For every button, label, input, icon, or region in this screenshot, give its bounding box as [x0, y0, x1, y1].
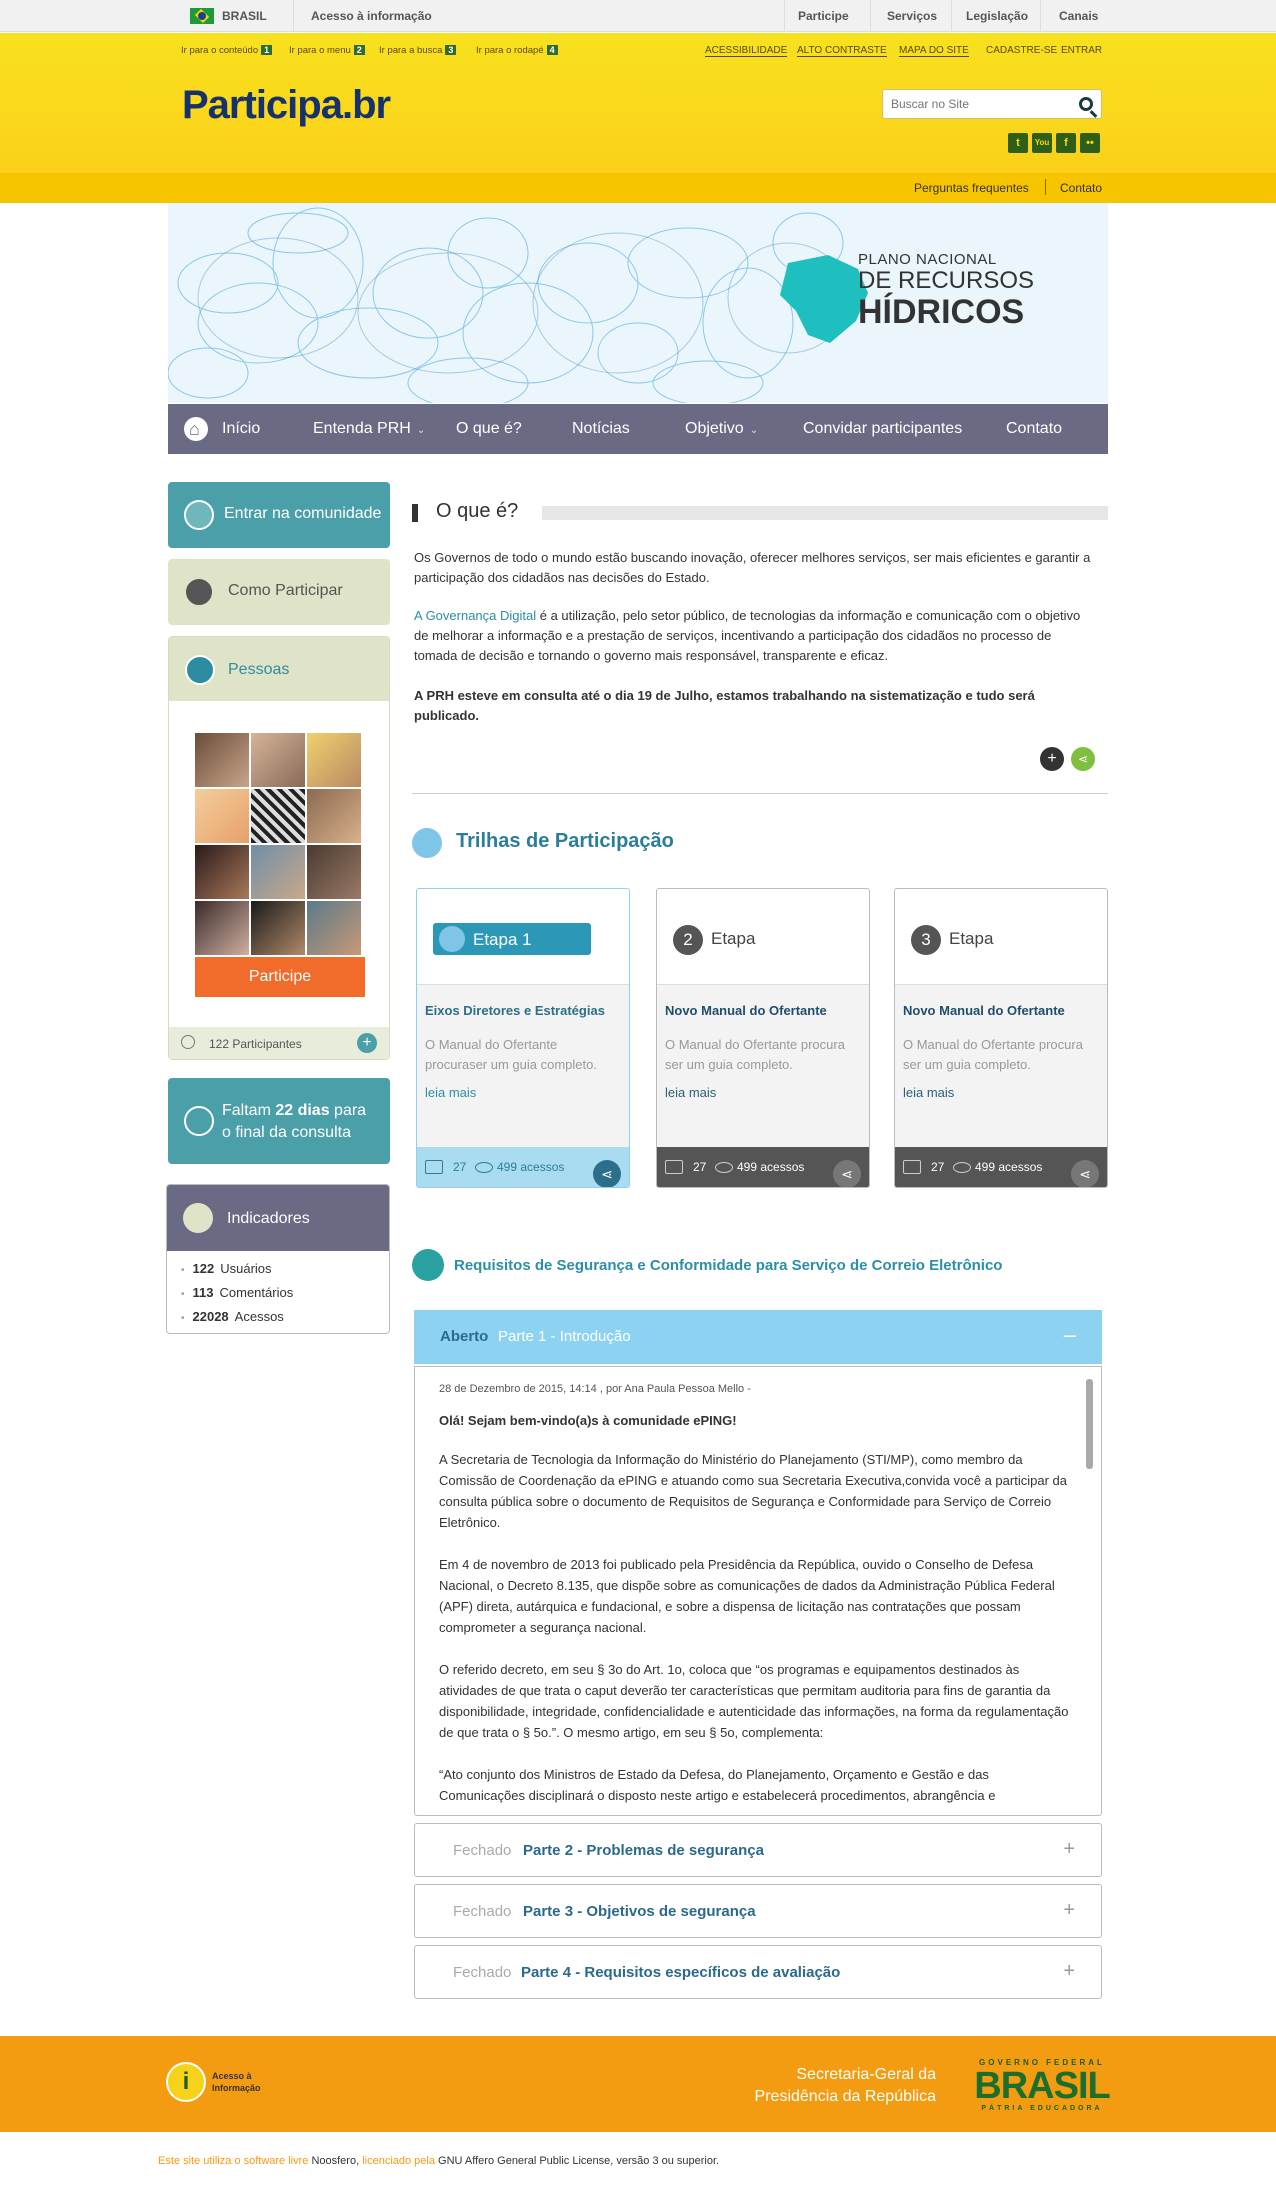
license-link[interactable]: licenciado pela [362, 2155, 435, 2167]
comment-icon [425, 1160, 443, 1174]
brasil-link[interactable]: BRASIL [222, 9, 267, 23]
pessoas-panel [168, 636, 390, 1060]
avatar[interactable] [195, 901, 249, 955]
comment-icon [665, 1160, 683, 1174]
stat-acessos: • 22028 Acessos [181, 1309, 389, 1333]
calendar-icon [184, 1106, 214, 1136]
search-input[interactable] [891, 90, 1071, 118]
avatar[interactable] [195, 845, 249, 899]
gov-bar [0, 0, 1276, 32]
skip-link-search[interactable]: Ir para a busca 3 [379, 45, 456, 56]
trail-card-3[interactable] [894, 888, 1108, 1188]
intro-paragraph: Os Governos de todo o mundo estão buscando inovação, oferecer melhores serviços, ser mais eficientes e garantir a participação dos cidadãos nas decisões do Estado. [414, 550, 1091, 585]
nav-item-objetivo[interactable]: Objetivo ⌄ [685, 420, 759, 437]
login-icon [184, 500, 214, 530]
avatar[interactable] [251, 733, 305, 787]
search-icon[interactable] [1079, 97, 1093, 111]
trail-card-1[interactable] [416, 888, 630, 1188]
section-title: Parte 4 - Requisitos específicos de avaliação [521, 1964, 841, 1981]
share-icon[interactable]: ⋖ [1071, 747, 1095, 771]
acesso-informacao-text: Acesso à Informação [212, 2071, 261, 2093]
etapa-pill: Etapa 1 [433, 923, 591, 955]
countdown-box [168, 1078, 390, 1164]
youtube-icon[interactable]: You [1032, 133, 1052, 153]
status-label: Fechado [453, 1903, 512, 1920]
cadastre-se-link[interactable]: CADASTRE-SE [986, 45, 1058, 56]
banner [168, 203, 1108, 403]
status-label: Aberto [440, 1328, 489, 1345]
card-top [417, 889, 629, 985]
indicadores-header: Indicadores [167, 1185, 389, 1251]
status-paragraph: A PRH esteve em consulta até o dia 19 de Julho, estamos trabalhando na sistematização e tudo será publicado. [414, 688, 1035, 723]
card-desc: O Manual do Ofertante procuraser um guia completo. [425, 1037, 597, 1072]
eye-icon [953, 1162, 971, 1173]
section-heading [412, 500, 1108, 526]
nav-item-noticias[interactable]: Notícias [572, 420, 630, 437]
card-desc: O Manual do Ofertante procura ser um guia completo. [903, 1037, 1083, 1072]
eye-icon [475, 1162, 493, 1173]
acesso-informacao-link[interactable]: Acesso à informação [311, 9, 432, 23]
banner-title: PLANO NACIONAL DE RECURSOS HÍDRICOS [858, 251, 1035, 331]
governanca-paragraph: A Governança Digital é a utilização, pelo setor público, de tecnologias da informação e comunicação com o objetivo de melhorar a informação e a prestação de serviços, incentivando a participação dos cidadãos no processo de tomada de decisão e tornando o governo mais responsável, transparente e eficaz. [414, 608, 1081, 663]
avatar[interactable] [251, 845, 305, 899]
hands-icon [439, 926, 465, 952]
skip-link-content[interactable]: Ir para o conteúdo 1 [181, 45, 272, 56]
search-box [882, 89, 1102, 119]
countdown-text: Faltam 22 dias para o final da consulta [222, 1102, 367, 1141]
flickr-icon[interactable]: •• [1080, 133, 1100, 153]
divider [412, 793, 1108, 794]
stat-comentarios: • 113 Comentários [181, 1285, 389, 1309]
govbar-link-servicos[interactable]: Serviços [887, 9, 938, 23]
add-icon[interactable]: + [357, 1033, 377, 1053]
content-paragraph: A Secretaria de Tecnologia da Informação do Ministério do Planejamento (STI/MP), como membro da Comissão de Coordenação da ePING e atuando como sua Secretaria Executiva,convida você a participar da consulta pública sobre o documento de Requisitos de Segurança e Conformidade para Serviço de Correio Eletrônico. [439, 1452, 1067, 1530]
heading-rule [542, 506, 1108, 520]
twitter-icon[interactable]: t [1008, 133, 1028, 153]
etapa-label: Etapa [711, 929, 756, 948]
card-title: Novo Manual do Ofertante [903, 1003, 1065, 1018]
user-icon [181, 1035, 195, 1049]
accordion-header-parte-2[interactable] [414, 1823, 1102, 1877]
site-footer [0, 2036, 1276, 2132]
divider [784, 0, 785, 32]
content-paragraph: “Ato conjunto dos Ministros de Estado da Defesa, do Planejamento, Orçamento e Gestão e das Comunicações disciplinará o disposto neste artigo e estabelecerá procedimentos, abrangência e [439, 1767, 996, 1803]
etapa-label: Etapa [949, 929, 994, 948]
divider [1045, 179, 1046, 195]
eye-icon [715, 1162, 733, 1173]
accordion-body-parte-1 [414, 1366, 1102, 1816]
accordion-header-parte-4[interactable] [414, 1945, 1102, 1999]
leia-mais-link[interactable]: leia mais [665, 1085, 717, 1100]
expand-icon[interactable]: + [1063, 1838, 1075, 1860]
skip-link-menu[interactable]: Ir para o menu 2 [289, 45, 365, 56]
divider [951, 0, 952, 32]
entrar-link[interactable]: ENTRAR [1061, 45, 1103, 56]
post-meta: 28 de Dezembro de 2015, 14:14 , por Ana Paula Pessoa Mello - [439, 1383, 751, 1395]
status-label: Fechado [453, 1842, 512, 1859]
avatar[interactable] [195, 733, 249, 787]
mapa-do-site-link[interactable]: MAPA DO SITE [899, 45, 969, 56]
collapse-icon[interactable]: – [1063, 1322, 1076, 1347]
como-participar-button[interactable]: Como Participar [168, 559, 390, 625]
divider [870, 0, 871, 32]
acessibilidade-link[interactable]: ACESSIBILIDADE [705, 45, 788, 56]
chart-icon [183, 1203, 213, 1233]
chevron-down-icon: ⌄ [416, 425, 426, 436]
subheader [0, 173, 1276, 203]
skip-link-footer[interactable]: Ir para o rodapé 4 [476, 45, 558, 56]
software-livre-link[interactable]: Este site utiliza o software livre [158, 2155, 309, 2167]
card-footer: 27 499 acessos ⋖ [417, 1147, 629, 1187]
question-icon [184, 577, 214, 607]
section-title: Parte 3 - Objetivos de segurança [523, 1903, 756, 1920]
section-title: Parte 1 - Introdução [498, 1328, 631, 1345]
comment-icon [903, 1160, 921, 1174]
govbar-link-canais[interactable]: Canais [1059, 9, 1099, 23]
leia-mais-link[interactable]: leia mais [425, 1085, 477, 1100]
site-header [0, 33, 1276, 173]
acesso-informacao-logo[interactable]: i [166, 2062, 206, 2102]
facebook-icon[interactable]: f [1056, 133, 1076, 153]
avatar[interactable] [307, 789, 361, 843]
brazil-map-icon [780, 255, 868, 343]
page-title: O que é? [436, 500, 519, 522]
entrar-comunidade-button[interactable]: Entrar na comunidade [168, 482, 390, 548]
secretaria-geral-text: Secretaria-Geral da Presidência da República [754, 2066, 936, 2105]
participe-button[interactable]: Participe [195, 957, 365, 997]
nav-item-entenda-prh[interactable]: Entenda PRH ⌄ [313, 420, 426, 437]
governo-federal-logo[interactable]: GOVERNO FEDERAL BRASIL PÁTRIA EDUCADORA [974, 2058, 1110, 2112]
share-icon[interactable]: ⋖ [593, 1160, 621, 1188]
stat-usuarios: • 122 Usuários [181, 1261, 389, 1285]
contato-link[interactable]: Contato [1060, 181, 1103, 195]
avatar[interactable] [307, 901, 361, 955]
divider [1040, 0, 1041, 32]
site-logo[interactable]: Participa.br [182, 83, 391, 127]
avatar[interactable] [251, 789, 305, 843]
card-title: Novo Manual do Ofertante [665, 1003, 827, 1018]
plus-icon[interactable]: + [1040, 747, 1064, 771]
content-paragraph: Em 4 de novembro de 2013 foi publicado pela Presidência da República, ouvido o Conselho de Defesa Nacional, o Decreto 8.135, que dispõe sobre as comunicações de dados da Administração Pública Federal (APF) direta, autárquica e fundacional, e sobre a dispensa de licitação nas contratações que possam comprometer a segurança nacional. [439, 1557, 1055, 1635]
nav-item-contato[interactable]: Contato [1006, 420, 1063, 437]
perguntas-frequentes-link[interactable]: Perguntas frequentes [914, 181, 1029, 195]
participantes-footer: 122 Participantes + [169, 1027, 389, 1059]
expand-icon[interactable]: + [1063, 1899, 1075, 1921]
govbar-link-legislacao[interactable]: Legislação [966, 9, 1029, 23]
card-top [657, 889, 869, 985]
chevron-down-icon: ⌄ [749, 425, 759, 436]
indicadores-list [167, 1251, 389, 1333]
divider [293, 0, 294, 32]
card-footer: 27 499 acessos ⋖ [657, 1147, 869, 1187]
indicadores-panel [166, 1184, 390, 1334]
hands-icon [412, 828, 442, 858]
trail-card-2[interactable] [656, 888, 870, 1188]
brazil-flag-icon [190, 8, 214, 24]
accordion-content [439, 1379, 1073, 1816]
alto-contraste-link[interactable]: ALTO CONTRASTE [797, 45, 887, 56]
avatar[interactable] [307, 733, 361, 787]
accordion-header-parte-1[interactable] [414, 1310, 1102, 1364]
content-paragraph: O referido decreto, em seu § 3o do Art. 1o, coloca que “os programas e equipamentos destinados às atividades de que trata o caput deverão ter características que permitam auditoria para fins de garantia da disponibilidade, integridade, confidencialidade e autenticidade das informações, na forma da regulamentação de que trata o § 5o.”. O mesmo artigo, em seu § 5o, complementa: [439, 1662, 1069, 1740]
step-number: 2 [673, 925, 703, 955]
noosfero-link[interactable]: Noosfero, [308, 2155, 363, 2167]
nav-item-convidar[interactable]: Convidar participantes [803, 420, 963, 437]
license-text: Este site utiliza o software livre Noosfero, licenciado pela GNU Affero General Public License, versão 3 ou superior. [158, 2155, 720, 2167]
avatar[interactable] [251, 901, 305, 955]
accordion-header-parte-3[interactable] [414, 1884, 1102, 1938]
share-icon[interactable]: ⋖ [1071, 1160, 1099, 1188]
share-icon[interactable]: ⋖ [833, 1160, 861, 1188]
avatar[interactable] [307, 845, 361, 899]
card-title: Eixos Diretores e Estratégias [425, 1003, 605, 1018]
nav-item-inicio[interactable]: Início [222, 420, 261, 437]
nav-item-o-que-e[interactable]: O que é? [456, 420, 522, 437]
main-nav [168, 404, 1108, 454]
step-number: 3 [911, 925, 941, 955]
governanca-link[interactable]: A Governança Digital [414, 608, 537, 623]
leia-mais-link[interactable]: leia mais [903, 1085, 955, 1100]
pessoas-header: Pessoas [169, 637, 389, 701]
people-icon [185, 655, 215, 685]
heading-bar [412, 504, 418, 522]
scrollbar[interactable] [1086, 1379, 1093, 1469]
card-footer: 27 499 acessos ⋖ [895, 1147, 1107, 1187]
govbar-link-participe[interactable]: Participe [798, 9, 849, 23]
avatar[interactable] [195, 789, 249, 843]
document-icon [412, 1249, 444, 1281]
welcome-text: Olá! Sejam bem-vindo(a)s à comunidade ePING! [439, 1413, 737, 1428]
card-desc: O Manual do Ofertante procura ser um guia completo. [665, 1037, 845, 1072]
expand-icon[interactable]: + [1063, 1960, 1075, 1982]
status-label: Fechado [453, 1964, 512, 1981]
section-title: Parte 2 - Problemas de segurança [523, 1842, 764, 1859]
home-icon[interactable] [184, 417, 208, 441]
card-top [895, 889, 1107, 985]
